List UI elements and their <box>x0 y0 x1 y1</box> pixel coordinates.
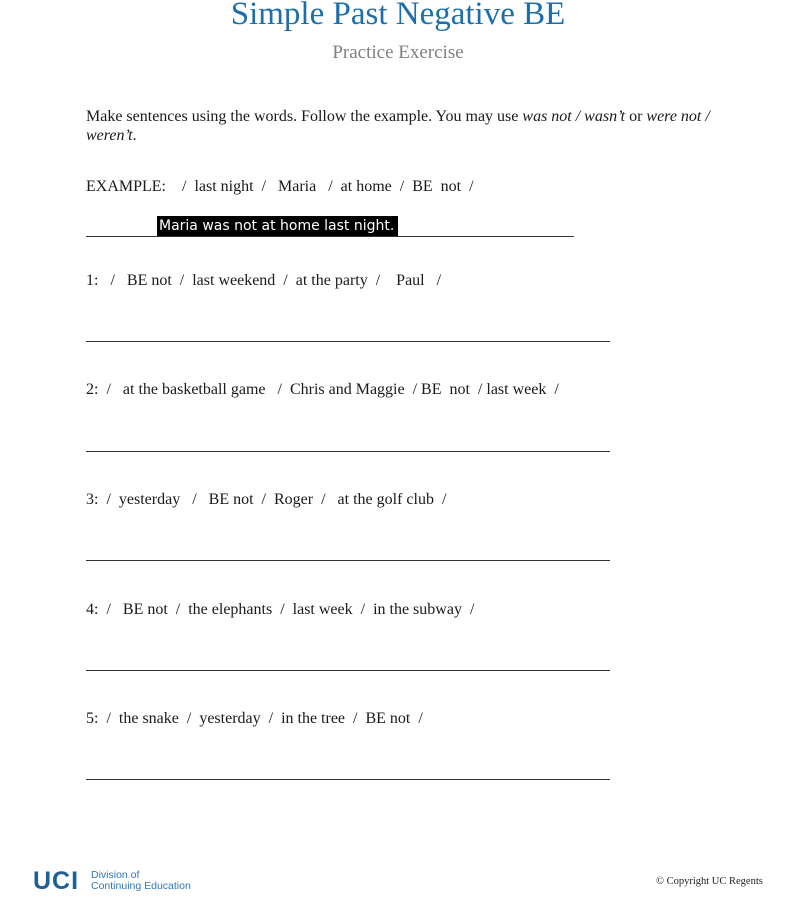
exercise-3-prompt: 3: / yesterday / BE not / Roger / at the golf club / <box>86 491 447 508</box>
example-answer: Maria was not at home last night. <box>157 216 398 236</box>
exercise-2-prompt: 2: / at the basketball game / Chris and Maggie / BE not / last week / <box>86 381 559 398</box>
uci-logo-mark: UCI <box>33 867 80 895</box>
exercise-4-prompt: 4: / BE not / the elephants / last week / in the subway / <box>86 601 475 618</box>
exercise-1-answer-line[interactable] <box>86 341 610 342</box>
instructions-option-plural: were not / weren’t <box>86 108 710 144</box>
instructions <box>86 107 726 145</box>
exercise-2-answer-line[interactable] <box>86 451 610 452</box>
page-title: Simple Past Negative BE <box>230 0 566 32</box>
uci-logo-text <box>91 870 191 892</box>
exercise-5-prompt: 5: / the snake / yesterday / in the tree / BE not / <box>86 710 423 727</box>
exercise-4-answer-line[interactable] <box>86 670 610 671</box>
logo-line-division: Division of <box>91 869 140 881</box>
example-prompt: EXAMPLE: / last night / Maria / at home / BE not / <box>86 178 474 195</box>
instructions-period: . <box>132 127 137 144</box>
example-answer-line <box>86 214 574 237</box>
instructions-text-or: or <box>625 108 647 125</box>
logo-line-continuing-education: Continuing Education <box>91 880 191 892</box>
exercise-1-prompt: 1: / BE not / last weekend / at the party / Paul / <box>86 272 442 289</box>
exercise-5-answer-line[interactable] <box>86 779 610 780</box>
page-subtitle: Practice Exercise <box>332 42 464 63</box>
copyright: © Copyright UC Regents <box>656 876 763 887</box>
instructions-option-singular: was not / wasn’t <box>522 108 626 125</box>
exercise-3-answer-line[interactable] <box>86 560 610 561</box>
instructions-text: Make sentences using the words. Follow the example. You may use <box>86 108 523 125</box>
